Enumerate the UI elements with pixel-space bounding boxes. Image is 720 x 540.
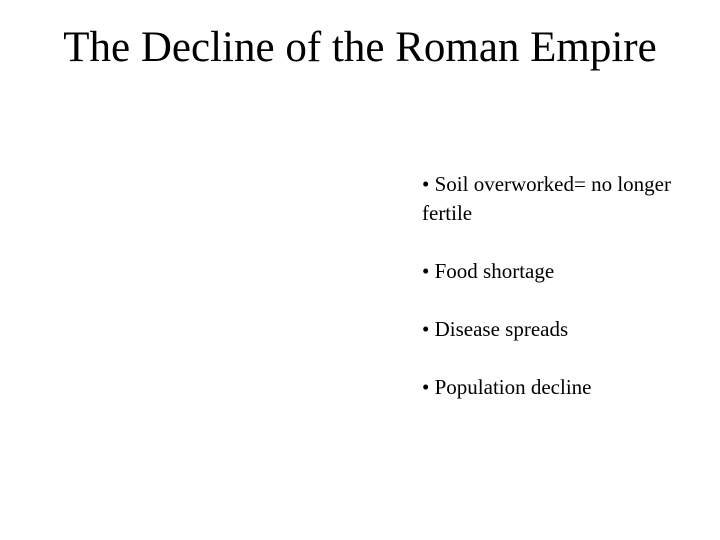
- bullet-item: [422, 315, 672, 344]
- bullet-text: Population decline: [434, 375, 592, 399]
- bullet-icon: •: [422, 375, 430, 399]
- bullet-text: Soil overworked= no longer fertile: [422, 172, 671, 225]
- bullet-icon: •: [422, 317, 430, 341]
- bullet-list: [422, 170, 672, 402]
- bullet-item: [422, 170, 672, 228]
- bullet-icon: •: [422, 259, 430, 283]
- bullet-item: [422, 257, 672, 286]
- bullet-text: Disease spreads: [434, 317, 569, 341]
- bullet-icon: •: [422, 172, 430, 196]
- bullet-text: Food shortage: [434, 259, 555, 283]
- slide-title: The Decline of the Roman Empire: [63, 24, 657, 71]
- bullet-item: [422, 373, 672, 402]
